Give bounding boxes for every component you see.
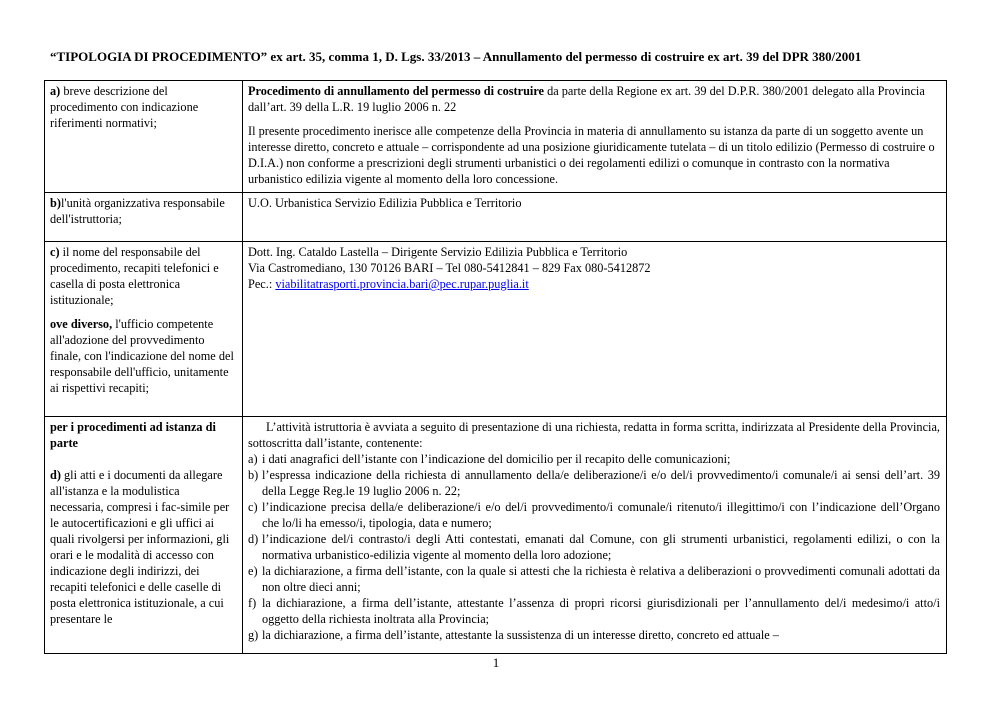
procedure-table: [44, 80, 947, 654]
row-a-content: [243, 81, 947, 193]
list-item: e) la dichiarazione, a firma dell’istante, con la quale si attesti che la richiesta è relativa a deliberazioni o provvedimenti comunali adottati da non oltre dieci anni;: [248, 564, 940, 594]
row-a: [45, 81, 947, 193]
row-a-p2: Il presente procedimento inerisce alle competenze della Provincia in materia di annullamento su istanza da parte di un soggetto avente un interesse diretto, concreto e attuale – corrispondente ad una posizione giuridicamente tutelata – di un titolo edilizio (Permesso di costruire o D.I.A.) non conforme a prescrizioni degli strumenti urbanistici o dei regolamenti edilizi o comunque in contrasto con la normativa urbanistico edilizia vigente al momento della loro concessione.: [248, 124, 935, 186]
row-d-head: per i procedimenti ad istanza di parte: [50, 420, 216, 450]
row-c-label2-bold: ove diverso,: [50, 317, 113, 331]
row-d-label: [45, 417, 243, 654]
row-b-label-text: l'unità organizzativa responsabile dell'istruttoria;: [50, 196, 225, 226]
row-c-label2-text: l'ufficio competente all'adozione del provvedimento finale, con l'indicazione del nome del responsabile dell'ufficio, unitamente ai rispettivi recapiti;: [50, 317, 234, 395]
row-a-label-text: breve descrizione del procedimento con indicazione riferimenti normativi;: [50, 84, 199, 130]
row-c-label-text: il nome del responsabile del procedimento, recapiti telefonici e casella di posta elettronica istituzionale;: [50, 245, 219, 307]
row-d-label-text: gli atti e i documenti da allegare all'istanza e la modulistica necessaria, compresi i fac-simile per le autocertificazioni e gli uffici ai quali rivolgersi per informazioni, gli orari e le modalità di accesso con indicazione degli indirizzi, dei recapiti telefonici e delle caselle di posta elettronica istituzionale, a cui presentare le: [50, 468, 230, 626]
row-d-content: [243, 417, 947, 654]
list-item: c) l’indicazione precisa della/e deliberazione/i e/o del/i provvedimento/i comunale/i ritenuto/i illegittimo/i con l’indicazione dell’Organo che lo/li ha emesso/i, tipologia, data e numero;: [248, 500, 940, 530]
row-a-key: a): [50, 84, 61, 98]
row-c-key: c): [50, 245, 60, 259]
list-item: a) i dati anagrafici dell’istante con l’indicazione del domicilio per il recapito delle comunicazioni;: [248, 452, 731, 466]
row-c: [45, 242, 947, 417]
row-c-line2: Via Castromediano, 130 70126 BARI – Tel 080-5412841 – 829 Fax 080-5412872: [248, 261, 651, 275]
row-c-content: [243, 242, 947, 417]
row-d: [45, 417, 947, 654]
row-a-label: [45, 81, 243, 193]
list-item: b) l’espressa indicazione della richiesta di annullamento della/e deliberazione/i e/o del/i provvedimento/i comunale/i ai sensi dell’art. 39 della Legge Reg.le 19 luglio 2006 n. 22;: [248, 468, 940, 498]
row-c-line1: Dott. Ing. Cataldo Lastella – Dirigente Servizio Edilizia Pubblica e Territorio: [248, 245, 628, 259]
row-d-intro: L’attività istruttoria è avviata a seguito di presentazione di una richiesta, redatta in forma scritta, indirizzata al Presidente della Provincia, sottoscritta dall’istante, contenente:: [248, 420, 940, 450]
pec-label: Pec.:: [248, 277, 276, 291]
row-b-content: U.O. Urbanistica Servizio Edilizia Pubblica e Territorio: [243, 193, 947, 242]
list-item: d) l’indicazione del/i contrasto/i degli Atti contestati, emanati dal Comune, con gli strumenti urbanistici, regolamenti edilizi, o con la normativa urbanistico-edilizia vigente al momento della loro adozione;: [248, 532, 940, 562]
row-d-key: d): [50, 468, 61, 482]
list-item: f) la dichiarazione, a firma dell’istante, attestante l’assenza di propri ricorsi giurisdizionali per l’annullamento del/i medesimo/i atto/i oggetto della richiesta inoltrata alla Provincia;: [248, 596, 940, 626]
row-b-key: b): [50, 196, 61, 210]
page-number: 1: [492, 655, 500, 670]
pec-email-link[interactable]: viabilitatrasporti.provincia.bari@pec.rupar.puglia.it: [275, 277, 529, 291]
list-item: g) la dichiarazione, a firma dell’istante, attestante la sussistenza di un interesse diretto, concreto ed attuale –: [248, 628, 779, 642]
row-b-label: [45, 193, 243, 242]
row-c-label: [45, 242, 243, 417]
row-b: [45, 193, 947, 242]
requirements-list: [248, 451, 940, 643]
document-title: “TIPOLOGIA DI PROCEDIMENTO” ex art. 35, comma 1, D. Lgs. 33/2013 – Annullamento del permesso di costruire ex art. 39 del DPR 380/2001: [50, 49, 862, 64]
row-a-p1-rest: da parte della Regione ex art. 39 del D.P.R. 380/2001 delegato alla Provincia dall’art. 39 della L.R. 19 luglio 2006 n. 22: [248, 84, 925, 114]
row-a-p1-bold: Procedimento di annullamento del permesso di costruire: [248, 84, 545, 98]
